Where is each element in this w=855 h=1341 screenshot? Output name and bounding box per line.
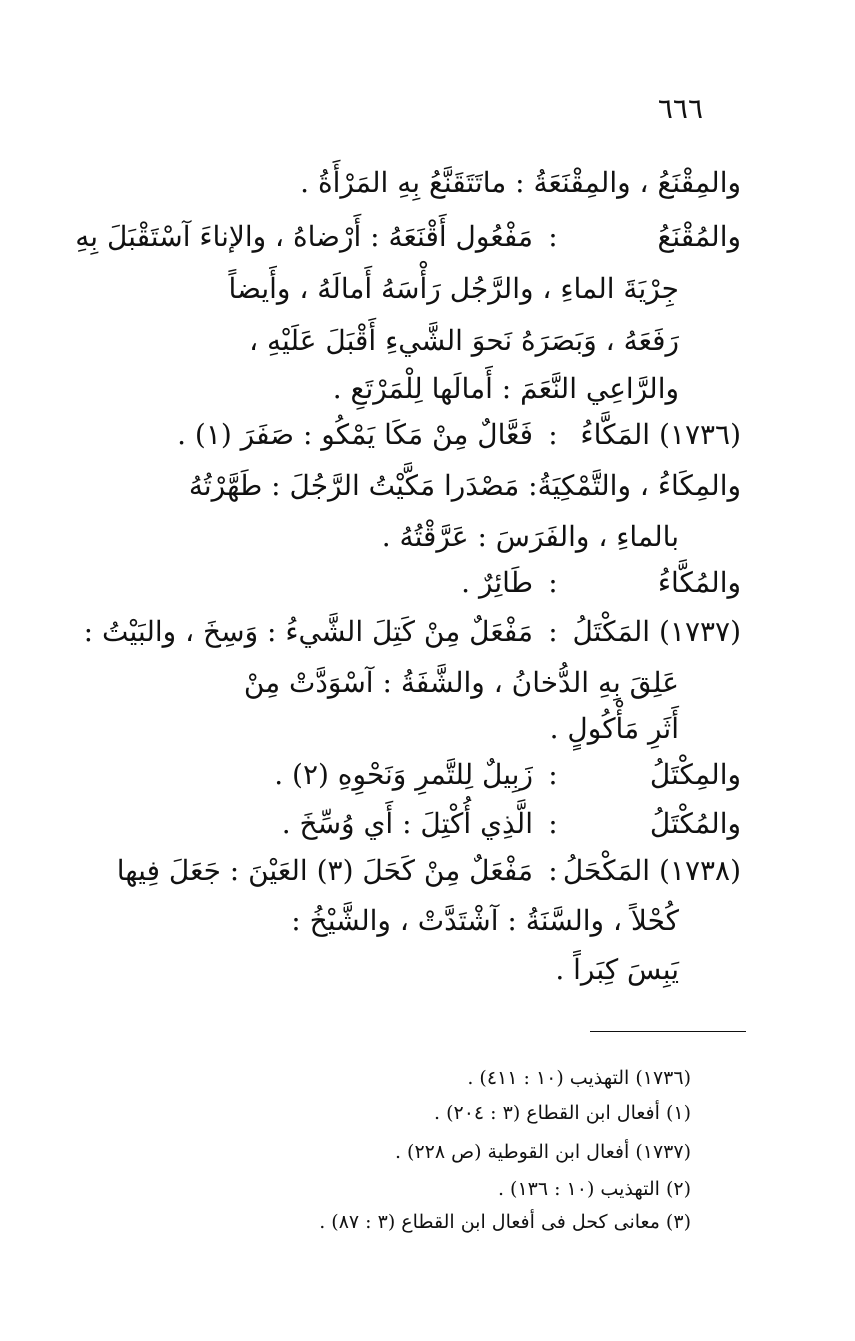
entry-headword: (١٧٣٦) المَكَّاءُ — [580, 418, 741, 451]
colon: : — [548, 418, 558, 451]
text-line: عَلِقَ بِهِ الدُّخانُ ، والشَّفَةُ : آسْوَدَّتْ مِنْ — [243, 666, 679, 699]
entry-line — [117, 851, 741, 891]
footnote: (١٧٣٦) التهذيب (١٠ : ٤١١) . — [467, 1067, 691, 1089]
colon: : — [548, 615, 558, 648]
entry-headword: والمُكَّاءُ — [657, 566, 741, 599]
footnote: (١) أفعال ابن القطاع (٣ : ٢٠٤) . — [434, 1102, 691, 1124]
page-number: ٦٦٦ — [657, 92, 703, 125]
footnote: (١٧٣٧) أفعال ابن القوطية (ص ٢٢٨) . — [394, 1141, 691, 1163]
colon: : — [548, 566, 558, 599]
text-line: والمِكَاءُ ، والتَّمْكِيَةُ: مَصْدَرا مَكَّيْتُ الرَّجُلَ : طَهَّرْتُهُ — [188, 469, 741, 502]
entry-headword: والمُقْنَعُ — [657, 220, 741, 253]
colon: : — [548, 807, 558, 840]
entry-definition: مَفْعَلٌ مِنْ كَحَلَ (٣) العَيْنَ : جَعَلَ فِيها — [116, 854, 533, 887]
footnote: (٢) التهذيب (١٠ : ١٣٦) . — [497, 1178, 691, 1200]
text-line: والرَّاعِي النَّعَمَ : أَمالَها لِلْمَرْتَعِ . — [332, 372, 679, 405]
entry-headword: (١٧٣٨) المَكْحَلُ — [562, 854, 741, 887]
entry-line — [274, 755, 741, 795]
text-line: والمِقْنَعُ ، والمِقْنَعَةُ : ماتَتَقَنَّعُ بِهِ المَرْأَةُ . — [300, 166, 741, 199]
entry-headword: (١٧٣٧) المَكْتَلُ — [572, 615, 741, 648]
entry-line — [177, 415, 741, 455]
entry-definition: طَائِرٌ . — [461, 566, 533, 599]
colon: : — [548, 758, 558, 791]
footnote-divider — [590, 1031, 746, 1032]
entry-headword: والمِكْتَلُ — [649, 758, 741, 791]
text-line: بالماءِ ، والفَرَسَ : عَرَّقْتُهُ . — [381, 520, 679, 553]
entry-headword: والمُكْتَلُ — [649, 807, 741, 840]
text-line: كُحْلاً ، والسَّنَةُ : آشْتَدَّتْ ، والشَّيْخُ : — [291, 904, 679, 937]
entry-line — [75, 217, 741, 257]
text-line: يَبِسَ كِبَراً . — [555, 953, 679, 986]
text-line: رَفَعَهُ ، وَبَصَرَهُ نَحوَ الشَّيءِ أَقْبَلَ عَلَيْهِ ، — [249, 324, 679, 357]
entry-line — [84, 612, 741, 652]
footnote: (٣) معانى كحل فى أفعال ابن القطاع (٣ : ٨٧) . — [319, 1211, 691, 1233]
entry-definition: مَفْعُول أَقْنَعَهُ : أَرْضاهُ ، والإناءَ آسْتَقْبَلَ بِهِ — [75, 220, 533, 253]
entry-line — [461, 563, 741, 603]
entry-definition: زَبِيلٌ لِلتَّمرِ وَنَحْوِهِ (٢) . — [274, 758, 533, 791]
entry-definition: مَفْعَلٌ مِنْ كَتِلَ الشَّيءُ : وَسِخَ ، والبَيْتُ : — [83, 615, 533, 648]
entry-definition: فَعَّالٌ مِنْ مَكَا يَمْكُو : صَفَرَ (١) . — [177, 418, 533, 451]
colon: : — [548, 220, 558, 253]
entry-line — [282, 804, 741, 844]
colon: : — [548, 854, 558, 887]
text-line: جِرْيَةَ الماءِ ، والرَّجُل رَأْسَهُ أَمالَهُ ، وأَيضاً — [228, 272, 679, 305]
entry-definition: الَّذِي أُكْتِلَ : أَي وُسِّخَ . — [281, 807, 533, 840]
text-line: أَثَرِ مَأْكُولٍ . — [549, 712, 679, 745]
